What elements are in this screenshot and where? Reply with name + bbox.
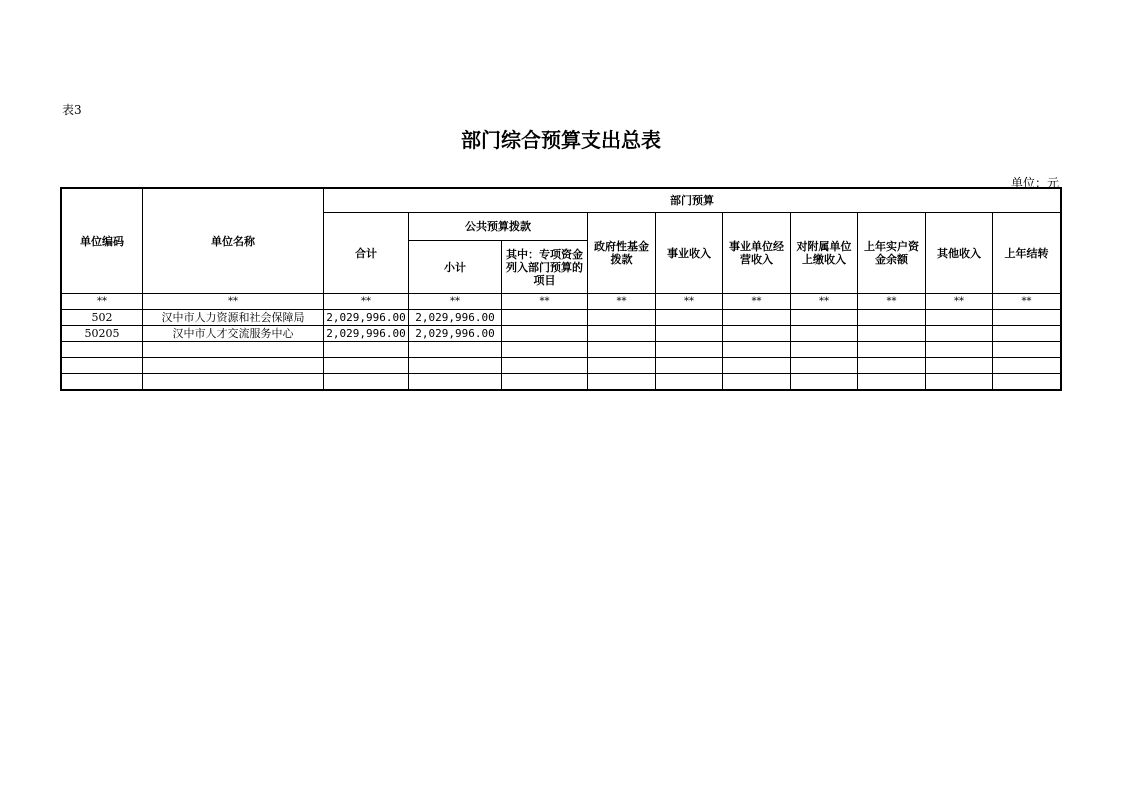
marker-cell: ** [588,294,656,310]
marker-cell: ** [502,294,588,310]
marker-cell: ** [409,294,502,310]
marker-cell: ** [858,294,926,310]
marker-cell: ** [791,294,858,310]
marker-cell: ** [324,294,409,310]
header-subordinate-income: 对附属单位上缴收入 [791,213,858,294]
header-total: 合计 [324,213,409,294]
unit-label: 单位：元 [1010,176,1059,190]
unit-code-cell: 50205 [62,326,143,342]
header-last-year-carryover: 上年结转 [993,213,1061,294]
empty-row [62,374,1061,390]
table-row [62,310,1061,326]
marker-row [62,294,1061,310]
header-special-items: 其中：专项资金列入部门预算的项目 [502,241,588,294]
header-biz-income: 事业单位经营收入 [723,213,791,294]
total-cell: 2,029,996.00 [324,326,409,342]
unit-name-cell: 汉中市人力资源和社会保障局 [143,310,324,326]
table-row [62,326,1061,342]
empty-row [62,342,1061,358]
empty-row [62,358,1061,374]
header-public-budget: 公共预算拨款 [409,213,588,241]
header-dept-budget: 部门预算 [324,189,1061,213]
unit-name-cell: 汉中市人才交流服务中心 [143,326,324,342]
marker-cell: ** [143,294,324,310]
budget-expenditure-table [61,188,1061,390]
header-unit-code: 单位编码 [62,189,143,294]
table-number: 表3 [62,103,82,117]
total-cell: 2,029,996.00 [324,310,409,326]
header-gov-fund: 政府性基金拨款 [588,213,656,294]
header-other-income: 其他收入 [926,213,993,294]
header-career-income: 事业收入 [656,213,723,294]
unit-code-cell: 502 [62,310,143,326]
subtotal-cell: 2,029,996.00 [409,310,502,326]
page-title: 部门综合预算支出总表 [461,128,661,152]
marker-cell: ** [723,294,791,310]
marker-cell: ** [993,294,1061,310]
marker-cell: ** [656,294,723,310]
header-unit-name: 单位名称 [143,189,324,294]
subtotal-cell: 2,029,996.00 [409,326,502,342]
marker-cell: ** [926,294,993,310]
marker-cell: ** [62,294,143,310]
header-last-year-balance: 上年实户资金余额 [858,213,926,294]
header-subtotal: 小计 [409,241,502,294]
